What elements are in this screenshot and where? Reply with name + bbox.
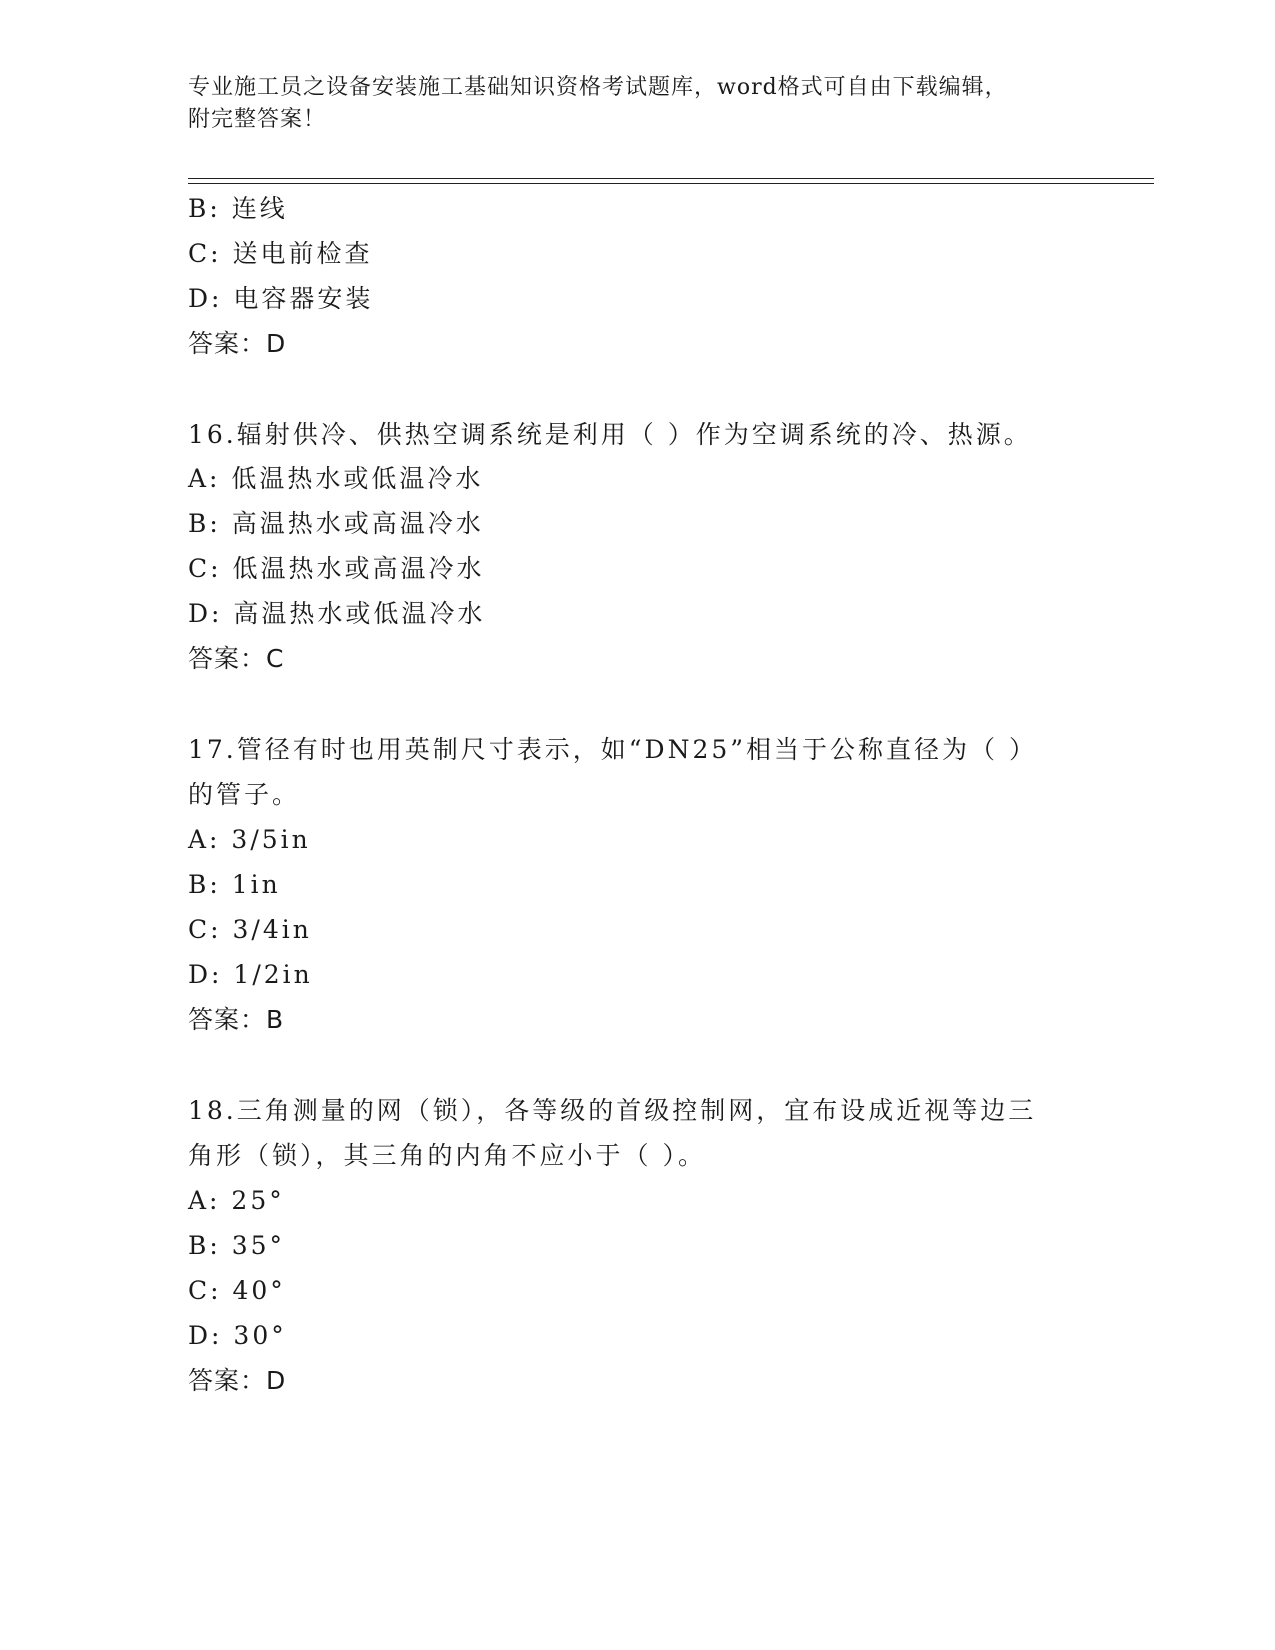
q18-option-b: B: 35° <box>188 1231 286 1260</box>
q17-option-d: D: 1/2in <box>188 960 313 989</box>
q17-stem-line-1: 17.管径有时也用英制尺寸表示，如“DN25”相当于公称直径为（ ） <box>188 735 1037 764</box>
document-header <box>188 72 1068 136</box>
q18-option-d: D: 30° <box>188 1321 287 1350</box>
q15-option-c: C: 送电前检查 <box>188 239 373 268</box>
q15-answer: 答案：D <box>188 329 287 358</box>
q16-stem: 16.辐射供冷、供热空调系统是利用（ ）作为空调系统的冷、热源。 <box>188 420 1032 449</box>
q18-stem-line-2: 角形（锁），其三角的内角不应小于（ ）。 <box>188 1141 706 1170</box>
q18-option-c: C: 40° <box>188 1276 286 1305</box>
q17-stem-line-2: 的管子。 <box>188 780 301 809</box>
q16-answer: 答案：C <box>188 644 285 673</box>
q15-option-b: B: 连线 <box>188 194 288 223</box>
q18-stem-line-1: 18.三角测量的网（锁），各等级的首级控制网，宜布设成近视等边三 <box>188 1096 1037 1125</box>
q16-option-b: B: 高温热水或高温冷水 <box>188 509 484 538</box>
q16-option-a: A: 低温热水或低温冷水 <box>188 464 484 493</box>
q15-option-d: D: 电容器安装 <box>188 284 374 313</box>
q17-option-a: A: 3/5in <box>188 825 311 854</box>
header-line-1: 专业施工员之设备安装施工基础知识资格考试题库，word格式可自由下载编辑， <box>188 75 1008 100</box>
header-line-2: 附完整答案！ <box>188 107 327 132</box>
q17-answer: 答案：B <box>188 1005 285 1034</box>
q16-option-d: D: 高温热水或低温冷水 <box>188 599 486 628</box>
header-divider-top <box>188 178 1154 179</box>
q17-option-b: B: 1in <box>188 870 281 899</box>
q18-answer: 答案：D <box>188 1366 287 1395</box>
q18-option-a: A: 25° <box>188 1186 285 1215</box>
header-divider-bottom <box>188 183 1154 184</box>
q17-option-c: C: 3/4in <box>188 915 312 944</box>
q16-option-c: C: 低温热水或高温冷水 <box>188 554 485 583</box>
